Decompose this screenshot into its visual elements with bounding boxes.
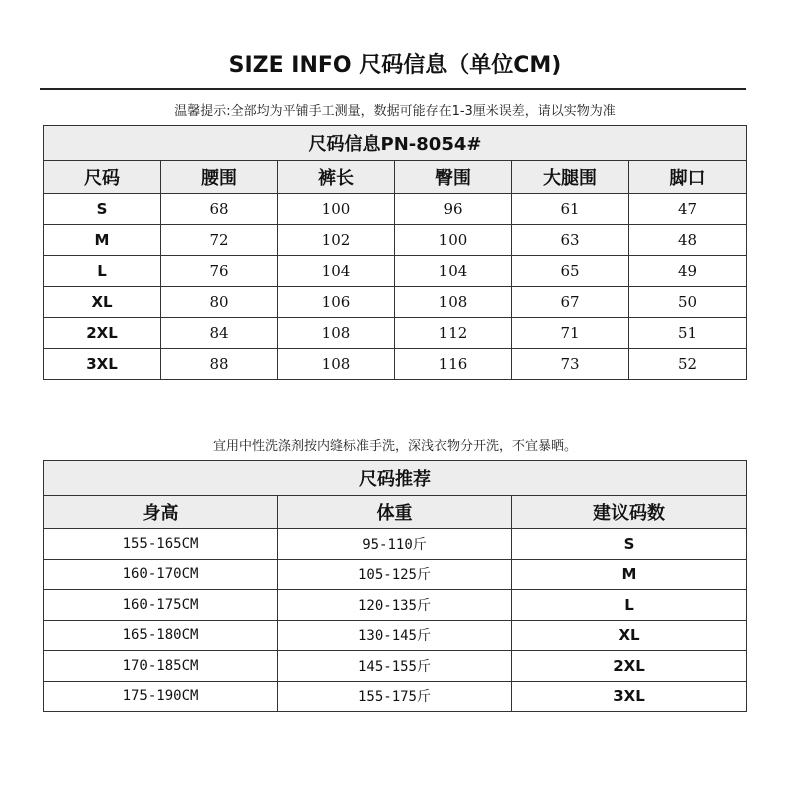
page-title: SIZE INFO 尺码信息（单位CM) — [228, 53, 562, 78]
size-cell: S — [44, 194, 161, 225]
header-hip: 臀围 — [395, 161, 512, 194]
table-row — [44, 318, 747, 349]
table-cell: 108 — [278, 349, 395, 380]
table-cell: 50 — [629, 287, 747, 318]
recommend-table-caption: 尺码推荐 — [44, 461, 747, 496]
table-cell: 116 — [395, 349, 512, 380]
table-cell: 67 — [512, 287, 629, 318]
table-cell: 80 — [161, 287, 278, 318]
table-cell: 108 — [395, 287, 512, 318]
table-cell: 65 — [512, 256, 629, 287]
table-row — [44, 256, 747, 287]
table-cell: 104 — [278, 256, 395, 287]
height-cell: 155-165CM — [44, 529, 278, 560]
table-row — [44, 620, 747, 651]
size-cell: 3XL — [44, 349, 161, 380]
table-cell: 71 — [512, 318, 629, 349]
table-cell: 112 — [395, 318, 512, 349]
table-row — [44, 651, 747, 682]
title-divider — [40, 88, 746, 90]
table-cell: 76 — [161, 256, 278, 287]
table-cell: 96 — [395, 194, 512, 225]
table-cell: 100 — [278, 194, 395, 225]
wash-note: 宜用中性洗涤剂按内缝标准手洗，深浅衣物分开洗，不宜暴晒。 — [212, 439, 577, 454]
table-cell: 48 — [629, 225, 747, 256]
table-cell: 49 — [629, 256, 747, 287]
weight-cell: 155-175斤 — [278, 681, 512, 712]
height-cell: 175-190CM — [44, 681, 278, 712]
table-cell: 73 — [512, 349, 629, 380]
size-cell: 2XL — [512, 651, 747, 682]
header-leg-opening: 脚口 — [629, 161, 747, 194]
height-cell: 170-185CM — [44, 651, 278, 682]
size-table-header-row — [44, 161, 747, 194]
size-cell: L — [512, 590, 747, 621]
table-row — [44, 559, 747, 590]
size-cell: M — [44, 225, 161, 256]
header-waist: 腰围 — [161, 161, 278, 194]
size-cell: M — [512, 559, 747, 590]
table-row — [44, 681, 747, 712]
header-suggested-size: 建议码数 — [512, 496, 747, 529]
size-cell: S — [512, 529, 747, 560]
table-row — [44, 287, 747, 318]
table-cell: 108 — [278, 318, 395, 349]
header-weight: 体重 — [278, 496, 512, 529]
size-cell: L — [44, 256, 161, 287]
size-cell: 3XL — [512, 681, 747, 712]
table-cell: 104 — [395, 256, 512, 287]
table-row — [44, 529, 747, 560]
height-cell: 165-180CM — [44, 620, 278, 651]
table-cell: 63 — [512, 225, 629, 256]
weight-cell: 95-110斤 — [278, 529, 512, 560]
size-table-caption: 尺码信息PN-8054# — [44, 126, 747, 161]
table-cell: 47 — [629, 194, 747, 225]
table-cell: 84 — [161, 318, 278, 349]
recommend-table-header-row — [44, 496, 747, 529]
table-row — [44, 225, 747, 256]
size-cell: XL — [44, 287, 161, 318]
table-row — [44, 349, 747, 380]
measurement-note: 温馨提示:全部均为平铺手工测量，数据可能存在1-3厘米误差，请以实物为准 — [174, 104, 616, 119]
weight-cell: 145-155斤 — [278, 651, 512, 682]
size-recommend-table — [43, 460, 747, 712]
table-cell: 72 — [161, 225, 278, 256]
table-cell: 51 — [629, 318, 747, 349]
table-row — [44, 194, 747, 225]
header-length: 裤长 — [278, 161, 395, 194]
height-cell: 160-170CM — [44, 559, 278, 590]
header-size: 尺码 — [44, 161, 161, 194]
table-cell: 88 — [161, 349, 278, 380]
table-cell: 52 — [629, 349, 747, 380]
size-info-table — [43, 125, 747, 380]
table-row — [44, 590, 747, 621]
table-cell: 100 — [395, 225, 512, 256]
table-cell: 61 — [512, 194, 629, 225]
table-cell: 102 — [278, 225, 395, 256]
header-thigh: 大腿围 — [512, 161, 629, 194]
weight-cell: 130-145斤 — [278, 620, 512, 651]
table-cell: 106 — [278, 287, 395, 318]
height-cell: 160-175CM — [44, 590, 278, 621]
weight-cell: 120-135斤 — [278, 590, 512, 621]
table-cell: 68 — [161, 194, 278, 225]
size-cell: XL — [512, 620, 747, 651]
weight-cell: 105-125斤 — [278, 559, 512, 590]
header-height: 身高 — [44, 496, 278, 529]
size-cell: 2XL — [44, 318, 161, 349]
